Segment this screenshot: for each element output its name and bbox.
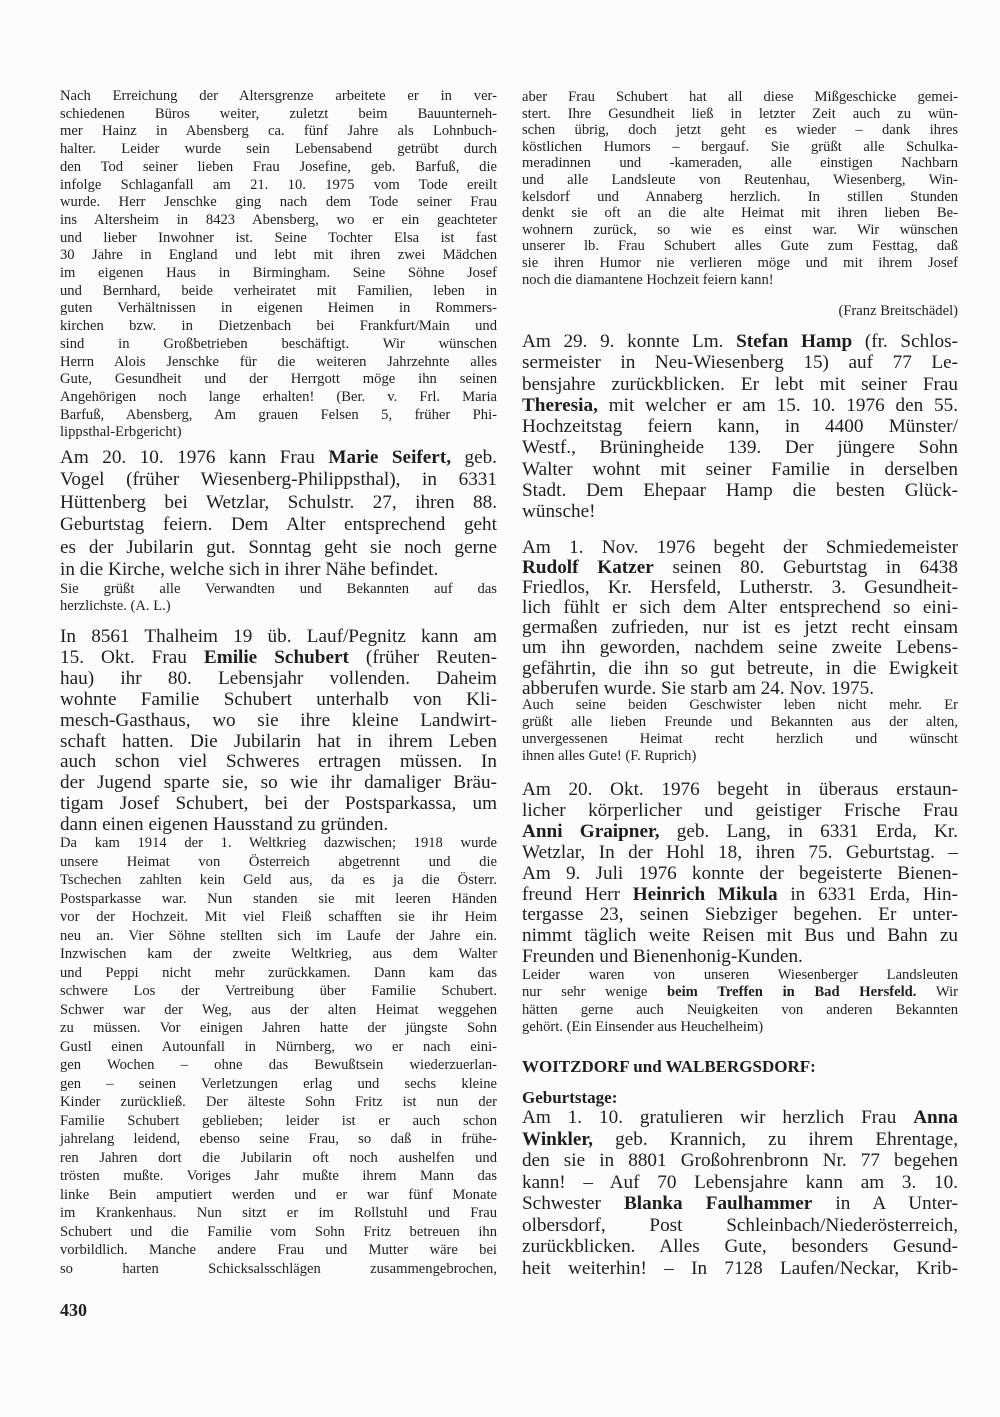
text-line — [60, 1075, 497, 1094]
text-segment: Freunden und Bienenhonig-Kunden. — [522, 946, 803, 968]
text-segment: Familie Schubert geblieben; leider ist er auch schon — [60, 1112, 497, 1129]
text-segment: meradinnen und -kameraden, alle einstigen Nachbarn — [522, 155, 958, 172]
text-segment: wünsche! — [522, 501, 596, 522]
text-segment: zu müssen. Vor einigen Jahren hatte der jüngste Sohn — [60, 1020, 497, 1036]
text-segment: in A Unter- — [812, 1193, 959, 1214]
text-line — [60, 265, 497, 283]
text-segment: licher körperlicher und geistiger Frische Frau — [522, 799, 958, 821]
bold-name: Anna — [913, 1107, 958, 1128]
text-line — [60, 815, 497, 836]
text-segment: Wetzlar, In der Hohl 18, ihren 75. Geburtstag. – — [522, 841, 958, 863]
text-line — [60, 648, 497, 669]
text-segment: Auch seine beiden Geschwister leben nicht mehr. Er — [522, 697, 958, 713]
bold-name: Rudolf Katzer — [522, 557, 654, 579]
text-line — [522, 272, 958, 289]
text-segment: Geburtstage: — [522, 1088, 618, 1107]
text-line — [522, 1129, 958, 1151]
text-line — [522, 679, 958, 699]
text-line — [522, 638, 958, 658]
text-segment: im eigenen Haus in Birmingham. Seine Söhne Josef — [60, 265, 497, 282]
text-line — [60, 300, 497, 318]
text-line — [60, 212, 497, 230]
text-segment: mesch-Gasthaus, wo sie ihre kleine Landwirt- — [60, 709, 497, 731]
text-line — [60, 908, 497, 927]
text-segment: jahrelang leidend, ebenso seine Frau, so daß in frühe- — [60, 1131, 497, 1147]
text-line — [60, 1149, 497, 1168]
text-segment: hau) ihr 80. Lebensjahr vollenden. Daheim — [60, 667, 497, 689]
bold-name: Marie Seifert, — [328, 447, 452, 468]
text-segment: guten Verhältnissen in eigenen Heimen in Rommers- — [60, 300, 497, 317]
text-line — [60, 106, 497, 124]
text-line — [522, 905, 958, 926]
page-number: 430 — [60, 1300, 87, 1320]
text-segment: in die Kirche, welche sich in ihrer Nähe befindet. — [60, 559, 439, 581]
text-segment: Kinder zurückließ. Der älteste Sohn Fritz ist nun der — [60, 1094, 497, 1110]
text-segment: sind in Großbetrieben beschäftigt. Wir wünschen — [60, 335, 497, 352]
text-line — [60, 194, 497, 212]
text-line — [60, 927, 497, 946]
text-segment: Hochzeitstag feiern kann, in 4400 Münster/ — [522, 416, 958, 437]
text-line — [522, 139, 958, 156]
text-segment: kann! – Auf 70 Lebensjahre kann am 3. 10. — [522, 1171, 958, 1193]
text-segment: olbersdorf, Post Schleinbach/Niederösterreich, — [522, 1214, 958, 1236]
text-line — [60, 1167, 497, 1186]
text-line — [60, 1204, 497, 1223]
text-line — [60, 177, 497, 195]
text-segment: dann einen eigenen Hausstand zu gründen. — [60, 814, 389, 836]
text-segment: (früher Reuten- — [348, 646, 497, 668]
text-segment: ren Jahren dort die Jubilarin oft noch aushelfen und — [60, 1149, 497, 1166]
text-segment: und Peppi nicht mehr zurückkamen. Dann kam das — [60, 964, 497, 981]
text-line — [60, 1001, 497, 1020]
text-line — [522, 1057, 958, 1077]
text-line — [522, 1236, 958, 1258]
text-line — [522, 843, 958, 864]
text-segment: lippsthal-Erbgericht) — [60, 424, 182, 441]
text-segment: ins Altersheim in 8423 Abensberg, wo er ein geachteter — [60, 211, 497, 228]
text-segment: unvergessenen Heimat recht herzlich und wünscht — [522, 731, 958, 747]
text-line — [522, 222, 958, 239]
text-line — [60, 581, 497, 598]
text-segment: sie ihren Humor nie verlieren möge und mit ihrem Josef — [522, 254, 958, 271]
text-line — [522, 659, 958, 679]
text-line — [60, 732, 497, 753]
text-segment: wohnern zurück, so wie es einst war. Wir wünschen — [522, 221, 958, 238]
text-segment: gehört. (Ein Einsender aus Heuchelheim) — [522, 1018, 764, 1035]
text-segment: seinen 80. Geburtstag in 6438 — [653, 557, 958, 579]
text-segment: schwere Los der Vertreibung über Familie Schubert. — [60, 983, 497, 999]
text-line — [522, 984, 958, 1001]
text-segment: geb. — [451, 447, 497, 468]
text-line — [60, 773, 497, 794]
text-segment: kelsdorf und Annaberg herzlich. In stillen Stunden — [522, 188, 958, 205]
text-segment: WOITZDORF und WALBERGSDORF: — [522, 1057, 816, 1076]
text-segment: Angehörigen noch lange erhalten! (Ber. v. Frl. Maria — [60, 388, 497, 405]
text-segment: noch die diamantene Hochzeit feiern kann! — [522, 271, 774, 288]
text-line — [60, 834, 497, 853]
text-segment: Westf., Brüningheide 139. Der jüngere Sohn — [522, 437, 958, 459]
text-line — [522, 967, 958, 984]
text-line — [60, 336, 497, 354]
text-segment: abberufen wurde. Sie starb am 24. Nov. 1975. — [522, 677, 875, 699]
text-segment: 30 Jahre in England und lebt mit ihren zwei Mädchen — [60, 247, 497, 264]
text-segment: Nach Erreichung der Altersgrenze arbeitete er in ver- — [60, 88, 497, 104]
text-line — [522, 1150, 958, 1172]
section-heading — [522, 1057, 958, 1077]
text-line — [60, 514, 497, 536]
text-line — [60, 1186, 497, 1205]
text-segment: Da kam 1914 der 1. Weltkrieg dazwischen; 1918 wurde — [60, 835, 497, 851]
text-line — [60, 1260, 497, 1279]
text-segment: schaft hatten. Die Jubilarin hat in ihrem Leben — [60, 730, 497, 752]
text-segment: Schwester — [522, 1193, 624, 1214]
text-segment: Gustl einen Autounfall in Nürnberg, wo er nach eini- — [60, 1038, 497, 1055]
text-segment: Sie grüßt alle Verwandten und Bekannten auf das — [60, 581, 497, 597]
text-line — [522, 122, 958, 139]
text-segment: der Jugend sparte sie, so wie ihr damaliger Bräu- — [60, 772, 497, 794]
article-paragraph — [60, 447, 497, 581]
text-segment: vor der Hochzeit. Mit viel Fleiß schafften sie ihr Heim — [60, 909, 497, 925]
text-line — [522, 1107, 958, 1129]
text-segment: Wir — [916, 984, 958, 1001]
text-line — [522, 748, 958, 765]
text-line — [60, 123, 497, 141]
text-segment: Walter wohnt mit seiner Familie in derselben — [522, 458, 958, 480]
text-line — [60, 318, 497, 336]
text-line — [522, 1172, 958, 1194]
bold-name: Anni Graipner, — [522, 820, 660, 842]
text-line — [522, 731, 958, 748]
text-line — [60, 752, 497, 773]
text-line — [60, 424, 497, 442]
text-segment: herzlichste. (A. L.) — [60, 597, 171, 614]
text-line — [60, 88, 497, 106]
text-segment: um ihn geworden, nachdem seine zweite Lebens- — [522, 637, 958, 659]
text-line — [522, 801, 958, 822]
text-segment: wohnte Familie Schubert unterhalb von Kli- — [60, 688, 497, 710]
text-segment: gen – seinen Verletzungen erlag und sechs kleine — [60, 1075, 497, 1092]
text-segment: 15. Okt. Frau — [60, 646, 204, 668]
text-line — [60, 1093, 497, 1112]
text-line — [60, 559, 497, 581]
text-line — [522, 780, 958, 801]
text-line — [60, 690, 497, 711]
text-segment: geb. Krannich, zu ihrem Ehrentage, — [592, 1128, 958, 1150]
text-line — [522, 416, 958, 437]
article-paragraph — [522, 331, 958, 522]
text-segment: Friedlos, Kr. Hersfeld, Lutherstr. 3. Gesundheit- — [522, 577, 958, 599]
text-line — [522, 106, 958, 123]
text-segment: köstlichen Humors – bergauf. Sie grüßt alle Schulka- — [522, 138, 958, 155]
text-line — [522, 697, 958, 714]
text-line — [522, 303, 958, 319]
text-line — [60, 1241, 497, 1260]
text-segment: Am 29. 9. konnte Lm. — [522, 331, 737, 352]
text-line — [522, 172, 958, 189]
text-line — [522, 459, 958, 480]
text-segment: es der Jubilarin gut. Sonntag geht sie noch gerne — [60, 536, 497, 558]
text-segment: unsere Heimat von Österreich abgetrennt und die — [60, 853, 497, 870]
text-segment: unserer lb. Frau Schubert alles Gute zum Festtag, daß — [522, 238, 958, 255]
text-segment: Herrn Alois Jenschke für die weiteren Jahrzehnte alles — [60, 353, 497, 370]
bold-name: Stefan Hamp — [736, 331, 853, 352]
text-segment: und Bernhard, beide verheiratet mit Familien, leben in — [60, 282, 497, 299]
article-paragraph — [522, 303, 958, 319]
text-line — [60, 354, 497, 372]
article-paragraph — [60, 834, 497, 1278]
text-line — [60, 371, 497, 389]
text-line — [522, 352, 958, 373]
text-line — [522, 578, 958, 598]
text-line — [522, 205, 958, 222]
text-segment: Stadt. Dem Ehepaar Hamp die besten Glück- — [522, 479, 958, 501]
text-segment: tergasse 23, seinen Siebziger begehen. Er unter- — [522, 904, 958, 926]
text-line — [60, 1223, 497, 1242]
text-line — [60, 669, 497, 690]
text-line — [522, 480, 958, 501]
bold-name: Theresia, — [522, 394, 598, 416]
text-line — [60, 871, 497, 890]
text-line — [522, 714, 958, 731]
text-line — [522, 189, 958, 206]
bold-name: beim Treffen in Bad Hersfeld. — [667, 984, 917, 1001]
bold-name: Blanka Faulhammer — [623, 1193, 813, 1214]
text-segment: kirchen bzw. in Dietzenbach bei Frankfurt/Main und — [60, 318, 497, 335]
text-line — [60, 1038, 497, 1057]
text-line — [60, 447, 497, 469]
text-line — [522, 501, 958, 522]
text-line — [60, 1112, 497, 1131]
text-line — [522, 255, 958, 272]
text-line — [60, 853, 497, 872]
text-line — [60, 1056, 497, 1075]
text-line — [60, 1019, 497, 1038]
text-line — [60, 982, 497, 1001]
text-line — [522, 331, 958, 352]
article-paragraph — [60, 627, 497, 836]
text-line — [60, 627, 497, 648]
text-line — [522, 89, 958, 106]
text-line — [522, 538, 958, 558]
text-segment: Am 20. 10. 1976 kann Frau — [60, 447, 329, 468]
text-segment: in 6331 Erda, Hin- — [777, 883, 958, 905]
text-segment: den Tod seiner lieben Frau Josefine, geb. Barfuß, die — [60, 158, 497, 175]
text-segment: Geburtstag feiern. Dem Alter entsprechend geht — [60, 514, 497, 536]
text-line — [60, 159, 497, 177]
article-paragraph — [522, 780, 958, 968]
text-segment: denkt sie oft an die alte Heimat mit ihren lieben Be- — [522, 205, 958, 222]
text-segment: gen Wochen – ohne das Bewußtsein wiederzuerlan- — [60, 1057, 497, 1073]
text-line — [522, 155, 958, 172]
text-line — [522, 618, 958, 638]
text-segment: infolge Schlaganfall am 21. 10. 1975 vom Tode ereilt — [60, 176, 497, 193]
text-segment: im Krankenhaus. Nun sitzt er im Rollstuhl und Frau — [60, 1205, 497, 1221]
text-line — [60, 492, 497, 514]
text-line — [522, 374, 958, 395]
text-line — [60, 711, 497, 732]
text-segment: geb. Lang, in 6331 Erda, Kr. — [659, 820, 958, 842]
text-segment: hätten gerne auch Neuigkeiten von anderen Bekannten — [522, 1001, 958, 1018]
article-paragraph — [60, 88, 497, 442]
text-line — [60, 1130, 497, 1149]
text-line — [522, 947, 958, 968]
text-segment: nimmt täglich weite Reisen mit Bus und Bahn zu — [522, 925, 958, 947]
text-segment: schen übrig, doch jetzt geht es wieder – dank ihres — [522, 122, 958, 139]
text-segment: mer Hainz in Abensberg ca. fünf Jahre als Lohnbuch- — [60, 123, 497, 140]
text-line — [60, 794, 497, 815]
article-paragraph — [60, 581, 497, 614]
text-line — [60, 141, 497, 159]
text-segment: Barfuß, Abensberg, Am grauen Felsen 5, früher Phi- — [60, 406, 497, 423]
text-segment: Inzwischen kam der zweite Weltkrieg, aus dem Walter — [60, 946, 497, 962]
text-line — [60, 283, 497, 301]
text-segment: Postsparkasse war. Nun standen sie mit leeren Händen — [60, 890, 497, 907]
text-line — [60, 469, 497, 491]
text-segment: ihnen alles Gute! (F. Ruprich) — [522, 748, 697, 764]
text-line — [522, 437, 958, 458]
text-segment: grüßt alle lieben Freunde und Bekannten aus der alten, — [522, 714, 958, 730]
text-segment: Schubert und die Familie vom Sohn Fritz betreuen ihn — [60, 1223, 497, 1240]
article-paragraph — [522, 1107, 958, 1279]
text-segment: neu an. Vier Söhne stellten sich im Laufe der Jahre ein. — [60, 927, 497, 944]
text-segment: den sie in 8801 Großohrenbronn Nr. 77 begehen — [522, 1150, 958, 1171]
text-segment: Am 1. 10. gratulieren wir herzlich Frau — [522, 1107, 914, 1128]
text-segment: germaßen zufrieden, nur ist es jetzt recht einsam — [522, 617, 958, 639]
text-line — [60, 945, 497, 964]
text-segment: stert. Ihre Gesundheit ließ in letzter Zeit auch zu wün- — [522, 105, 958, 122]
text-segment: Leider waren von unseren Wiesenberger Landsleuten — [522, 967, 958, 983]
text-line — [522, 1193, 958, 1215]
text-segment: In 8561 Thalheim 19 üb. Lauf/Pegnitz kann am — [60, 626, 497, 647]
text-line — [522, 885, 958, 906]
text-segment: Am 1. Nov. 1976 begeht der Schmiedemeister — [522, 537, 958, 558]
text-line — [522, 822, 958, 843]
text-segment: und lieber Inwohner ist. Seine Tochter Elsa ist fast — [60, 229, 497, 246]
text-line — [60, 247, 497, 265]
text-segment: Hüttenberg bei Wetzlar, Schulstr. 27, ihren 88. — [60, 491, 497, 513]
text-segment: (Franz Breitschädel) — [838, 303, 958, 319]
article-paragraph — [522, 697, 958, 765]
text-segment: bensjahre zurückblicken. Er lebt mit seiner Frau — [522, 373, 958, 395]
text-line — [522, 1088, 958, 1108]
text-segment: und alle Landsleute von Reutenhau, Wiesenberg, Win- — [522, 171, 958, 188]
text-line — [60, 890, 497, 909]
text-segment: mit welcher er am 15. 10. 1976 den 55. — [597, 394, 958, 416]
text-line — [60, 230, 497, 248]
text-segment: heit weiterhin! – In 7128 Laufen/Neckar, Krib- — [522, 1257, 958, 1279]
text-line — [522, 1002, 958, 1019]
text-line — [522, 864, 958, 885]
text-segment: schiedenen Büros weiter, zuletzt beim Bauunterneh- — [60, 105, 497, 122]
section-subheading — [522, 1088, 958, 1108]
text-segment: linke Bein amputiert werden und er war fünf Monate — [60, 1186, 497, 1203]
text-line — [522, 1019, 958, 1036]
text-line — [522, 238, 958, 255]
text-line — [522, 1215, 958, 1237]
article-paragraph — [522, 89, 958, 288]
bold-name: Heinrich Mikula — [632, 883, 778, 905]
bold-name: Winkler, — [522, 1128, 593, 1150]
text-segment: Am 20. Okt. 1976 begeht in überaus erstaun- — [522, 779, 958, 800]
text-segment: tigam Josef Schubert, bei der Postsparkassa, um — [60, 793, 497, 815]
text-segment: sermeister in Neu-Wiesenberg 15) auf 77 Le- — [522, 352, 958, 374]
text-segment: Tschechen zahlten kein Geld aus, da es ja die Österr. — [60, 872, 497, 888]
text-line — [522, 395, 958, 416]
bold-name: Emilie Schubert — [203, 646, 349, 668]
text-segment: freund Herr — [522, 883, 633, 905]
text-line — [60, 389, 497, 407]
text-segment: Gute, Gesundheit und der Herrgott möge ihn seinen — [60, 371, 497, 388]
text-line — [522, 1258, 958, 1280]
text-line — [60, 598, 497, 615]
text-segment: auch schon viel Schweres ertragen müssen. In — [60, 751, 497, 773]
text-line — [522, 598, 958, 618]
text-segment: Schwer war der Weg, aus der alten Heimat weggehen — [60, 1001, 497, 1018]
text-segment: so harten Schicksalsschlägen zusammengebrochen, — [60, 1260, 497, 1277]
text-segment: gefährtin, die ihn so gut betreute, in die Ewigkeit — [522, 657, 958, 679]
text-segment: vorbildlich. Manche andere Frau und Mutter wäre bei — [60, 1242, 497, 1258]
text-segment: nur sehr wenige — [522, 984, 667, 1001]
text-segment: Vogel (früher Wiesenberg-Philippsthal), in 6331 — [60, 469, 497, 491]
text-line — [60, 407, 497, 425]
article-paragraph — [522, 538, 958, 699]
text-line — [60, 964, 497, 983]
text-segment: Am 9. Juli 1976 konnte der begeisterte Bienen- — [522, 862, 958, 884]
text-segment: lich fühlt er sich dem Alter entsprechend so eini- — [522, 597, 958, 619]
text-segment: wurde. Herr Jenschke ging nach dem Tode seiner Frau — [60, 194, 497, 211]
text-segment: zurückblicken. Alles Gute, besonders Gesund- — [522, 1236, 958, 1257]
text-segment: (fr. Schlos- — [852, 331, 958, 352]
text-line — [60, 537, 497, 559]
text-segment: trösten mußte. Voriges Jahr mußte ihrem Mann das — [60, 1168, 497, 1184]
text-segment: halter. Leider wurde sein Lebensabend getrübt durch — [60, 141, 497, 158]
article-paragraph — [522, 967, 958, 1036]
text-segment: aber Frau Schubert hat all diese Mißgeschicke gemei- — [522, 89, 958, 105]
text-line — [522, 926, 958, 947]
text-line — [522, 558, 958, 578]
